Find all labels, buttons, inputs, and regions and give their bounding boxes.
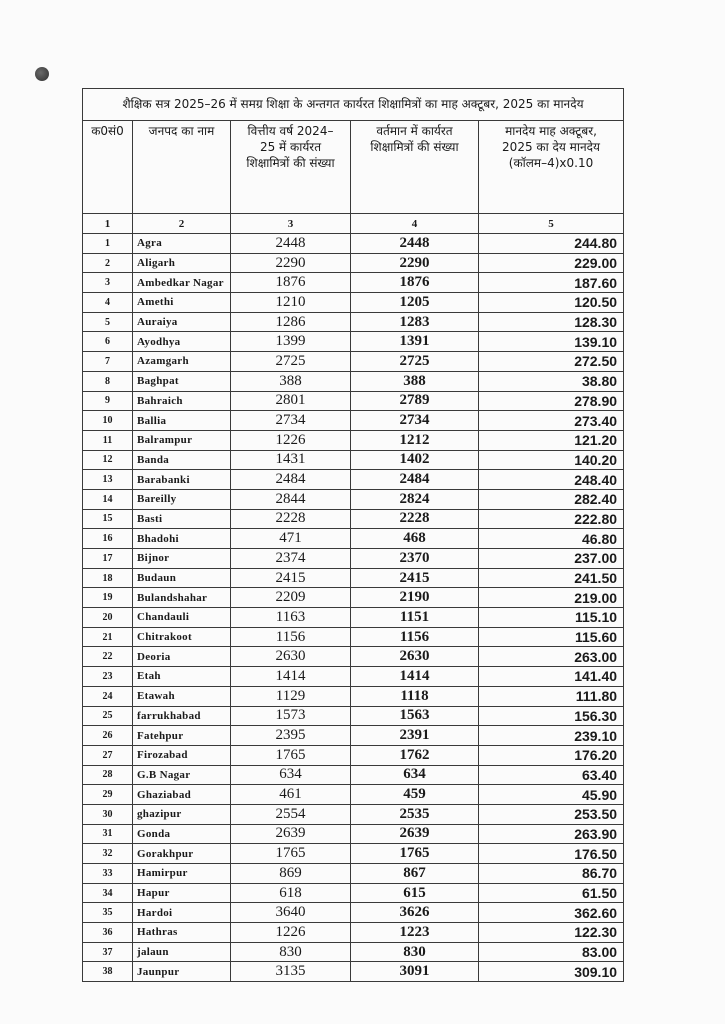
serial-number-cell: 9 bbox=[83, 391, 133, 411]
serial-number-cell: 5 bbox=[83, 312, 133, 332]
serial-number-cell: 32 bbox=[83, 844, 133, 864]
district-name-cell: farrukhabad bbox=[133, 706, 231, 726]
current-count-cell: 2535 bbox=[351, 804, 479, 824]
serial-number-cell: 26 bbox=[83, 726, 133, 746]
col-index: 1 bbox=[83, 214, 133, 234]
prev-year-count-cell: 2554 bbox=[231, 804, 351, 824]
district-name-cell: Bhadohi bbox=[133, 529, 231, 549]
honorarium-cell: 241.50 bbox=[479, 568, 624, 588]
district-name-cell: Ballia bbox=[133, 411, 231, 431]
current-count-cell: 2725 bbox=[351, 352, 479, 372]
current-count-cell: 1151 bbox=[351, 608, 479, 628]
serial-number-cell: 10 bbox=[83, 411, 133, 431]
serial-number-cell: 1 bbox=[83, 234, 133, 254]
table-row bbox=[83, 765, 624, 785]
prev-year-count-cell: 1129 bbox=[231, 686, 351, 706]
district-name-cell: Aligarh bbox=[133, 253, 231, 273]
serial-number-cell: 16 bbox=[83, 529, 133, 549]
prev-year-count-cell: 388 bbox=[231, 371, 351, 391]
table-row bbox=[83, 391, 624, 411]
honorarium-cell: 229.00 bbox=[479, 253, 624, 273]
col-header-current-count: वर्तमान में कार्यरत शिक्षामित्रों की संख्या bbox=[351, 121, 479, 214]
serial-number-cell: 29 bbox=[83, 785, 133, 805]
current-count-cell: 468 bbox=[351, 529, 479, 549]
honorarium-cell: 309.10 bbox=[479, 962, 624, 982]
current-count-cell: 867 bbox=[351, 864, 479, 884]
col-header-honorarium: मानदेय माह अक्टूबर, 2025 का देय मानदेय (कॉलम–4)x0.10 bbox=[479, 121, 624, 214]
serial-number-cell: 18 bbox=[83, 568, 133, 588]
serial-number-cell: 15 bbox=[83, 509, 133, 529]
table-row bbox=[83, 804, 624, 824]
serial-number-cell: 35 bbox=[83, 903, 133, 923]
serial-number-cell: 4 bbox=[83, 293, 133, 313]
table-row bbox=[83, 470, 624, 490]
prev-year-count-cell: 3640 bbox=[231, 903, 351, 923]
current-count-cell: 3091 bbox=[351, 962, 479, 982]
prev-year-count-cell: 2725 bbox=[231, 352, 351, 372]
district-name-cell: Ayodhya bbox=[133, 332, 231, 352]
current-count-cell: 459 bbox=[351, 785, 479, 805]
honorarium-cell: 253.50 bbox=[479, 804, 624, 824]
district-name-cell: Gonda bbox=[133, 824, 231, 844]
district-name-cell: Budaun bbox=[133, 568, 231, 588]
district-name-cell: Hapur bbox=[133, 883, 231, 903]
table-row bbox=[83, 549, 624, 569]
table-row bbox=[83, 785, 624, 805]
table-row bbox=[83, 588, 624, 608]
serial-number-cell: 33 bbox=[83, 864, 133, 884]
prev-year-count-cell: 461 bbox=[231, 785, 351, 805]
current-count-cell: 2630 bbox=[351, 647, 479, 667]
honorarium-cell: 362.60 bbox=[479, 903, 624, 923]
honorarium-cell: 187.60 bbox=[479, 273, 624, 293]
column-header-row bbox=[83, 121, 624, 214]
col-index: 2 bbox=[133, 214, 231, 234]
honorarium-cell: 222.80 bbox=[479, 509, 624, 529]
serial-number-cell: 36 bbox=[83, 923, 133, 943]
serial-number-cell: 34 bbox=[83, 883, 133, 903]
prev-year-count-cell: 830 bbox=[231, 942, 351, 962]
table-row bbox=[83, 824, 624, 844]
prev-year-count-cell: 1226 bbox=[231, 430, 351, 450]
prev-year-count-cell: 2801 bbox=[231, 391, 351, 411]
table-row bbox=[83, 450, 624, 470]
prev-year-count-cell: 2415 bbox=[231, 568, 351, 588]
honorarium-cell: 248.40 bbox=[479, 470, 624, 490]
serial-number-cell: 27 bbox=[83, 745, 133, 765]
district-name-cell: jalaun bbox=[133, 942, 231, 962]
honorarium-cell: 46.80 bbox=[479, 529, 624, 549]
district-name-cell: ghazipur bbox=[133, 804, 231, 824]
table-row bbox=[83, 844, 624, 864]
table-row bbox=[83, 312, 624, 332]
document-title: शैक्षिक सत्र 2025–26 में समग्र शिक्षा के अन्तगत कार्यरत शिक्षामित्रों का माह अक्टूबर, 2025 का मानदेय bbox=[83, 89, 624, 121]
table-row bbox=[83, 332, 624, 352]
serial-number-cell: 23 bbox=[83, 667, 133, 687]
district-name-cell: Hamirpur bbox=[133, 864, 231, 884]
table-row bbox=[83, 234, 624, 254]
district-name-cell: Bahraich bbox=[133, 391, 231, 411]
prev-year-count-cell: 1399 bbox=[231, 332, 351, 352]
district-name-cell: Agra bbox=[133, 234, 231, 254]
serial-number-cell: 13 bbox=[83, 470, 133, 490]
prev-year-count-cell: 471 bbox=[231, 529, 351, 549]
table-row bbox=[83, 864, 624, 884]
current-count-cell: 388 bbox=[351, 371, 479, 391]
honorarium-cell: 278.90 bbox=[479, 391, 624, 411]
table-row bbox=[83, 745, 624, 765]
current-count-cell: 1118 bbox=[351, 686, 479, 706]
table-row bbox=[83, 430, 624, 450]
current-count-cell: 1563 bbox=[351, 706, 479, 726]
district-name-cell: Jaunpur bbox=[133, 962, 231, 982]
current-count-cell: 830 bbox=[351, 942, 479, 962]
serial-number-cell: 11 bbox=[83, 430, 133, 450]
table-row bbox=[83, 942, 624, 962]
district-name-cell: G.B Nagar bbox=[133, 765, 231, 785]
serial-number-cell: 14 bbox=[83, 489, 133, 509]
district-name-cell: Deoria bbox=[133, 647, 231, 667]
current-count-cell: 1212 bbox=[351, 430, 479, 450]
honorarium-cell: 115.10 bbox=[479, 608, 624, 628]
prev-year-count-cell: 1163 bbox=[231, 608, 351, 628]
district-name-cell: Chitrakoot bbox=[133, 627, 231, 647]
prev-year-count-cell: 1431 bbox=[231, 450, 351, 470]
table-row bbox=[83, 647, 624, 667]
serial-number-cell: 12 bbox=[83, 450, 133, 470]
prev-year-count-cell: 3135 bbox=[231, 962, 351, 982]
serial-number-cell: 6 bbox=[83, 332, 133, 352]
col-header-prev-year-count: वित्तीय वर्ष 2024–25 में कार्यरत शिक्षामित्रों की संख्या bbox=[231, 121, 351, 214]
current-count-cell: 2228 bbox=[351, 509, 479, 529]
honorarium-table bbox=[82, 88, 624, 982]
table-row bbox=[83, 352, 624, 372]
district-name-cell: Ghaziabad bbox=[133, 785, 231, 805]
table-row bbox=[83, 726, 624, 746]
honorarium-cell: 176.50 bbox=[479, 844, 624, 864]
serial-number-cell: 24 bbox=[83, 686, 133, 706]
table-row bbox=[83, 686, 624, 706]
district-name-cell: Basti bbox=[133, 509, 231, 529]
current-count-cell: 634 bbox=[351, 765, 479, 785]
serial-number-cell: 28 bbox=[83, 765, 133, 785]
table-row bbox=[83, 667, 624, 687]
current-count-cell: 2789 bbox=[351, 391, 479, 411]
honorarium-cell: 140.20 bbox=[479, 450, 624, 470]
table-row bbox=[83, 608, 624, 628]
table-row bbox=[83, 509, 624, 529]
current-count-cell: 2190 bbox=[351, 588, 479, 608]
honorarium-cell: 273.40 bbox=[479, 411, 624, 431]
current-count-cell: 1156 bbox=[351, 627, 479, 647]
current-count-cell: 615 bbox=[351, 883, 479, 903]
prev-year-count-cell: 1573 bbox=[231, 706, 351, 726]
table-row bbox=[83, 568, 624, 588]
table-row bbox=[83, 371, 624, 391]
prev-year-count-cell: 2844 bbox=[231, 489, 351, 509]
honorarium-cell: 156.30 bbox=[479, 706, 624, 726]
district-name-cell: Hardoi bbox=[133, 903, 231, 923]
col-index: 4 bbox=[351, 214, 479, 234]
honorarium-cell: 128.30 bbox=[479, 312, 624, 332]
current-count-cell: 1762 bbox=[351, 745, 479, 765]
prev-year-count-cell: 2734 bbox=[231, 411, 351, 431]
honorarium-cell: 282.40 bbox=[479, 489, 624, 509]
serial-number-cell: 8 bbox=[83, 371, 133, 391]
honorarium-cell: 111.80 bbox=[479, 686, 624, 706]
current-count-cell: 2415 bbox=[351, 568, 479, 588]
col-index: 5 bbox=[479, 214, 624, 234]
serial-number-cell: 2 bbox=[83, 253, 133, 273]
district-name-cell: Firozabad bbox=[133, 745, 231, 765]
serial-number-cell: 38 bbox=[83, 962, 133, 982]
current-count-cell: 2824 bbox=[351, 489, 479, 509]
honorarium-cell: 45.90 bbox=[479, 785, 624, 805]
current-count-cell: 1223 bbox=[351, 923, 479, 943]
prev-year-count-cell: 634 bbox=[231, 765, 351, 785]
current-count-cell: 1414 bbox=[351, 667, 479, 687]
current-count-cell: 1876 bbox=[351, 273, 479, 293]
table-row bbox=[83, 253, 624, 273]
honorarium-cell: 122.30 bbox=[479, 923, 624, 943]
table-row bbox=[83, 273, 624, 293]
honorarium-cell: 139.10 bbox=[479, 332, 624, 352]
table-row bbox=[83, 923, 624, 943]
district-name-cell: Gorakhpur bbox=[133, 844, 231, 864]
honorarium-cell: 244.80 bbox=[479, 234, 624, 254]
current-count-cell: 1391 bbox=[351, 332, 479, 352]
col-index: 3 bbox=[231, 214, 351, 234]
honorarium-cell: 63.40 bbox=[479, 765, 624, 785]
honorarium-cell: 83.00 bbox=[479, 942, 624, 962]
prev-year-count-cell: 1156 bbox=[231, 627, 351, 647]
honorarium-cell: 141.40 bbox=[479, 667, 624, 687]
prev-year-count-cell: 1414 bbox=[231, 667, 351, 687]
table-row bbox=[83, 962, 624, 982]
prev-year-count-cell: 2448 bbox=[231, 234, 351, 254]
honorarium-cell: 263.00 bbox=[479, 647, 624, 667]
honorarium-cell: 237.00 bbox=[479, 549, 624, 569]
table-row bbox=[83, 293, 624, 313]
honorarium-cell: 61.50 bbox=[479, 883, 624, 903]
prev-year-count-cell: 2395 bbox=[231, 726, 351, 746]
current-count-cell: 2639 bbox=[351, 824, 479, 844]
prev-year-count-cell: 1286 bbox=[231, 312, 351, 332]
district-name-cell: Barabanki bbox=[133, 470, 231, 490]
prev-year-count-cell: 618 bbox=[231, 883, 351, 903]
honorarium-cell: 115.60 bbox=[479, 627, 624, 647]
district-name-cell: Balrampur bbox=[133, 430, 231, 450]
table-row bbox=[83, 529, 624, 549]
serial-number-cell: 21 bbox=[83, 627, 133, 647]
column-index-row bbox=[83, 214, 624, 234]
district-name-cell: Azamgarh bbox=[133, 352, 231, 372]
punch-hole-mark bbox=[35, 67, 49, 81]
honorarium-cell: 86.70 bbox=[479, 864, 624, 884]
current-count-cell: 2391 bbox=[351, 726, 479, 746]
current-count-cell: 1205 bbox=[351, 293, 479, 313]
prev-year-count-cell: 1765 bbox=[231, 844, 351, 864]
serial-number-cell: 25 bbox=[83, 706, 133, 726]
current-count-cell: 2290 bbox=[351, 253, 479, 273]
prev-year-count-cell: 2484 bbox=[231, 470, 351, 490]
district-name-cell: Etawah bbox=[133, 686, 231, 706]
current-count-cell: 3626 bbox=[351, 903, 479, 923]
prev-year-count-cell: 2209 bbox=[231, 588, 351, 608]
current-count-cell: 2734 bbox=[351, 411, 479, 431]
honorarium-cell: 263.90 bbox=[479, 824, 624, 844]
serial-number-cell: 37 bbox=[83, 942, 133, 962]
table-row bbox=[83, 627, 624, 647]
district-name-cell: Auraiya bbox=[133, 312, 231, 332]
honorarium-cell: 38.80 bbox=[479, 371, 624, 391]
honorarium-cell: 121.20 bbox=[479, 430, 624, 450]
prev-year-count-cell: 2374 bbox=[231, 549, 351, 569]
current-count-cell: 1283 bbox=[351, 312, 479, 332]
prev-year-count-cell: 2290 bbox=[231, 253, 351, 273]
table-row bbox=[83, 883, 624, 903]
table-row bbox=[83, 411, 624, 431]
district-name-cell: Bareilly bbox=[133, 489, 231, 509]
prev-year-count-cell: 2228 bbox=[231, 509, 351, 529]
prev-year-count-cell: 1876 bbox=[231, 273, 351, 293]
table-row bbox=[83, 903, 624, 923]
serial-number-cell: 17 bbox=[83, 549, 133, 569]
honorarium-cell: 120.50 bbox=[479, 293, 624, 313]
serial-number-cell: 7 bbox=[83, 352, 133, 372]
district-name-cell: Chandauli bbox=[133, 608, 231, 628]
current-count-cell: 2448 bbox=[351, 234, 479, 254]
prev-year-count-cell: 1765 bbox=[231, 745, 351, 765]
prev-year-count-cell: 869 bbox=[231, 864, 351, 884]
current-count-cell: 2370 bbox=[351, 549, 479, 569]
current-count-cell: 1765 bbox=[351, 844, 479, 864]
prev-year-count-cell: 2630 bbox=[231, 647, 351, 667]
serial-number-cell: 20 bbox=[83, 608, 133, 628]
district-name-cell: Bijnor bbox=[133, 549, 231, 569]
district-name-cell: Fatehpur bbox=[133, 726, 231, 746]
current-count-cell: 2484 bbox=[351, 470, 479, 490]
table-row bbox=[83, 489, 624, 509]
district-name-cell: Amethi bbox=[133, 293, 231, 313]
serial-number-cell: 30 bbox=[83, 804, 133, 824]
serial-number-cell: 19 bbox=[83, 588, 133, 608]
honorarium-cell: 239.10 bbox=[479, 726, 624, 746]
serial-number-cell: 3 bbox=[83, 273, 133, 293]
district-name-cell: Baghpat bbox=[133, 371, 231, 391]
district-name-cell: Ambedkar Nagar bbox=[133, 273, 231, 293]
district-name-cell: Etah bbox=[133, 667, 231, 687]
table-row bbox=[83, 706, 624, 726]
serial-number-cell: 31 bbox=[83, 824, 133, 844]
prev-year-count-cell: 2639 bbox=[231, 824, 351, 844]
district-name-cell: Banda bbox=[133, 450, 231, 470]
col-header-serial: क0सं0 bbox=[83, 121, 133, 214]
table-body bbox=[83, 234, 624, 982]
serial-number-cell: 22 bbox=[83, 647, 133, 667]
district-name-cell: Hathras bbox=[133, 923, 231, 943]
honorarium-cell: 219.00 bbox=[479, 588, 624, 608]
current-count-cell: 1402 bbox=[351, 450, 479, 470]
honorarium-cell: 272.50 bbox=[479, 352, 624, 372]
prev-year-count-cell: 1210 bbox=[231, 293, 351, 313]
prev-year-count-cell: 1226 bbox=[231, 923, 351, 943]
honorarium-cell: 176.20 bbox=[479, 745, 624, 765]
col-header-district: जनपद का नाम bbox=[133, 121, 231, 214]
district-name-cell: Bulandshahar bbox=[133, 588, 231, 608]
